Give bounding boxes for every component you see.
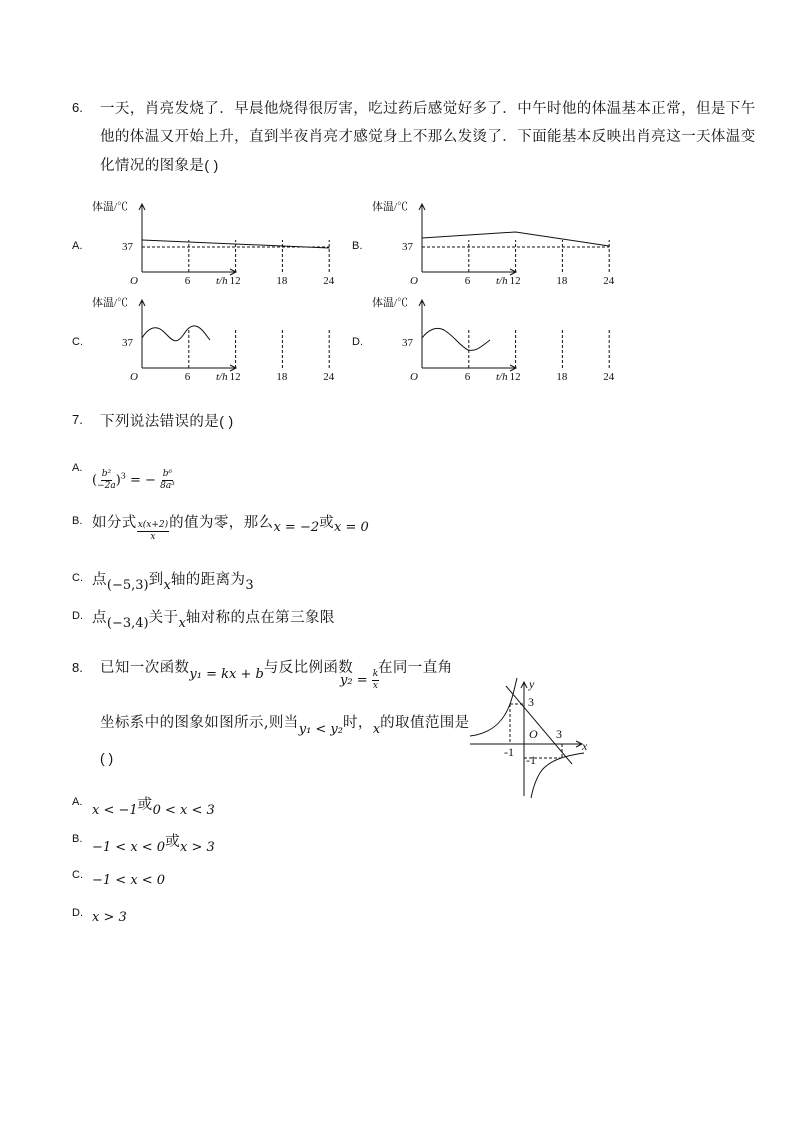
q8-option-a-text: x < −1或0 < x < 3 (92, 797, 215, 818)
q8-number: 8. (72, 660, 83, 675)
y-axis-label: 体温/℃ (372, 201, 409, 213)
answer-paren: ( ) (204, 157, 219, 173)
origin-label: O (410, 275, 418, 287)
q6-option-d-label[interactable]: D. (352, 336, 363, 348)
q8-answer-paren: ( ) (100, 750, 114, 766)
origin-label: O (130, 371, 138, 383)
q8-option-d-label[interactable]: D. (72, 907, 83, 919)
tick-x-18: 18 (276, 371, 288, 383)
tick-x-12: 12 (229, 371, 241, 383)
tick-x-12: 12 (509, 371, 521, 383)
q6-option-b-label[interactable]: B. (352, 240, 363, 252)
origin-label: O (529, 727, 538, 741)
q7-option-b-label[interactable]: B. (72, 515, 83, 527)
answer-paren: ( ) (219, 413, 234, 429)
q8-option-b-text: −1 < x < 0或x > 3 (92, 834, 215, 855)
q7-option-d-text: 点(−3,4)关于x轴对称的点在第三象限 (92, 610, 335, 631)
q6-graph-b (370, 198, 615, 290)
q7-stem: 下列说法错误的是( ) (100, 413, 234, 430)
q6-graph-a (90, 198, 335, 290)
hyperbola-branch-right (531, 753, 584, 798)
tick-x-minus1: -1 (504, 745, 514, 759)
x-axis-label: t/h (496, 371, 508, 383)
x-axis-label: x (582, 739, 588, 753)
tick-x-24: 24 (603, 371, 615, 383)
q6-option-a-label[interactable]: A. (72, 240, 83, 252)
tick-x-6: 6 (184, 275, 191, 287)
tick-37: 37 (402, 241, 413, 253)
tick-x-24: 24 (323, 371, 335, 383)
q8-option-d-text: x > 3 (92, 910, 127, 925)
temperature-curve (142, 326, 210, 341)
y-axis-label: 体温/℃ (92, 201, 129, 213)
q8-stem-line1: 已知一次函数y₁ = kx + b与反比例函数 (100, 660, 354, 682)
temperature-curve (422, 328, 490, 350)
q6-graph-c (90, 294, 335, 386)
y-axis-label: 体温/℃ (372, 297, 409, 309)
tick-y-3: 3 (528, 695, 534, 709)
q7-option-a-formula: ( $\frac{\text{b²}}{-2a}$ )$^3$ = − $\frac{\text{b⁶}}{\text{8a³}}$ (92, 469, 175, 491)
q6-stem-line3: 化情况的图象是( ) (100, 157, 219, 174)
linear-function-line (506, 686, 572, 764)
y-axis-label: 体温/℃ (92, 297, 129, 309)
tick-x-12: 12 (509, 275, 521, 287)
tick-x-6: 6 (464, 275, 471, 287)
q6-stem-line2: 他的体温又开始上升，直到半夜肖亮才感觉身上不那么发烫了．下面能基本反映出肖亮这一天体温变 (100, 129, 756, 145)
q8-stem-line1-end: 在同一直角 (378, 660, 453, 676)
tick-x-18: 18 (276, 275, 288, 287)
tick-37: 37 (122, 241, 133, 253)
q8-option-c-text: −1 < x < 0 (92, 873, 166, 888)
q8-function-graph (462, 676, 592, 800)
q8-option-a-label[interactable]: A. (72, 796, 83, 808)
y-axis-label: y (529, 677, 535, 691)
q7-option-c-label[interactable]: C. (72, 572, 83, 584)
tick-x-3: 3 (556, 727, 562, 741)
tick-x-18: 18 (556, 275, 568, 287)
q7-option-c-text: 点(−5,3)到x轴的距离为3 (92, 572, 254, 593)
tick-x-6: 6 (184, 371, 191, 383)
q7-option-d-label[interactable]: D. (72, 610, 83, 622)
origin-label: O (130, 275, 138, 287)
x-axis-label: t/h (496, 275, 508, 287)
tick-x-18: 18 (556, 371, 568, 383)
tick-37: 37 (402, 337, 413, 349)
tick-x-24: 24 (323, 275, 335, 287)
q7-option-a-label[interactable]: A. (72, 462, 83, 474)
tick-x-24: 24 (603, 275, 615, 287)
origin-label: O (410, 371, 418, 383)
q8-inverse-function: y₂ = $\frac{k}{x}$ (340, 669, 379, 691)
q6-number: 6. (72, 100, 83, 115)
temperature-curve (422, 232, 609, 246)
tick-x-12: 12 (229, 275, 241, 287)
q6-stem-line1: 一天，肖亮发烧了．早晨他烧得很厉害，吃过药后感觉好多了．中午时他的体温基本正常，但是下午 (100, 101, 756, 117)
q8-option-c-label[interactable]: C. (72, 869, 83, 881)
q8-stem-line2: 坐标系中的图象如图所示,则当y₁ < y₂时，x的取值范围是 (100, 715, 470, 737)
q6-graph-d (370, 294, 615, 386)
x-axis-label: t/h (216, 371, 228, 383)
tick-x-6: 6 (464, 371, 471, 383)
q7-option-b-text: 如分式 $\frac{x(x+2)}{x}$ 的值为零，那么x = −2或x = 0 (92, 515, 369, 542)
q8-option-b-label[interactable]: B. (72, 833, 83, 845)
tick-37: 37 (122, 337, 133, 349)
tick-y-minus1: -1 (526, 753, 536, 767)
x-axis-label: t/h (216, 275, 228, 287)
q6-option-c-label[interactable]: C. (72, 336, 83, 348)
q7-number: 7. (72, 412, 83, 427)
